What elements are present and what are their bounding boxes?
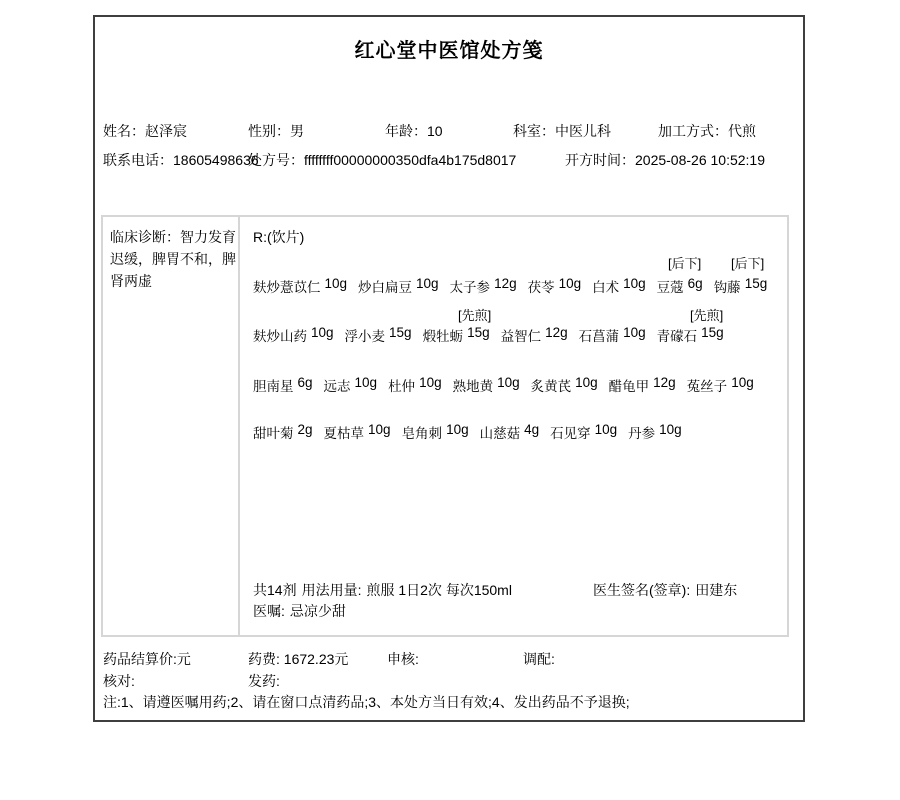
herb-dose: 10g <box>497 375 520 390</box>
herb-item <box>253 422 313 442</box>
herb-dose: 6g <box>687 276 703 291</box>
herb-dose: 10g <box>594 422 618 437</box>
herb-item <box>345 325 412 345</box>
review-field <box>387 649 419 669</box>
herb-name: 杜仲 <box>388 379 416 394</box>
herb-dose: 10g <box>575 375 598 390</box>
advice-value: 忌凉少甜 <box>289 603 346 619</box>
phone-field <box>103 150 259 170</box>
herb-item <box>423 325 490 345</box>
herb-dose: 10g <box>354 375 378 390</box>
herb-dose: 10g <box>623 325 646 340</box>
patient-gender-label: 性别： <box>248 123 290 139</box>
herb-name: 胆南星 <box>253 379 294 394</box>
herb-dose: 15g <box>701 325 724 340</box>
herb-dose: 12g <box>545 325 568 340</box>
herb-item <box>628 422 682 442</box>
herb-item <box>687 375 754 395</box>
herb-name: 豆蔻 <box>656 280 684 295</box>
rx-header: R:(饮片) <box>253 229 305 245</box>
herb-line <box>253 375 754 395</box>
herb-name: 熟地黄 <box>452 379 494 394</box>
herb-line <box>253 422 682 442</box>
diagnosis-cell <box>103 217 240 635</box>
herb-name: 太子参 <box>449 280 491 295</box>
issue-time-label: 开方时间： <box>565 152 635 168</box>
herb-item <box>453 375 520 395</box>
herb-dose: 12g <box>653 375 676 390</box>
herb-dose: 10g <box>731 375 754 390</box>
herb-name: 远志 <box>323 379 351 394</box>
decoction-annotation: [先煎] <box>690 308 724 323</box>
fee-field <box>248 649 348 669</box>
herb-name: 夏枯草 <box>323 426 365 441</box>
dispense-label: 发药: <box>248 673 280 689</box>
herb-name: 茯苓 <box>527 280 555 295</box>
footer-note: 注:1、请遵医嘱用药;2、请在窗口点清药品;3、本处方当日有效;4、发出药品不予退换; <box>103 694 630 710</box>
doctor-signature <box>593 580 737 600</box>
herb-name: 菟丝子 <box>686 379 728 394</box>
herb-dose: 12g <box>494 276 517 291</box>
herb-dose: 10g <box>446 422 469 437</box>
herb-item <box>324 375 378 395</box>
dispense-field <box>248 671 280 691</box>
usage-summary <box>253 580 512 600</box>
herb-dose: 2g <box>297 422 313 437</box>
check-field <box>103 671 135 691</box>
patient-name-value: 赵泽宸 <box>145 123 187 139</box>
processing-method-label: 加工方式： <box>658 123 728 139</box>
herb-name: 皂角刺 <box>401 426 443 441</box>
settlement-price-label: 药品结算价:元 <box>103 651 191 667</box>
phone-label: 联系电话： <box>103 152 173 168</box>
patient-name-label: 姓名： <box>103 123 145 139</box>
herb-item <box>501 325 568 345</box>
processing-method-value: 代煎 <box>728 123 756 139</box>
herb-name: 麸炒薏苡仁 <box>253 280 321 295</box>
fee-label: 药费: <box>248 651 280 667</box>
herb-dose: 10g <box>416 276 439 291</box>
medical-advice <box>253 601 346 621</box>
herb-item <box>531 375 598 395</box>
usage-label: 用法用量: <box>301 582 362 598</box>
page-title: 红心堂中医馆处方笺 <box>354 40 544 62</box>
herb-dose: 10g <box>311 325 334 340</box>
herb-name: 石见穿 <box>550 426 591 441</box>
herb-name: 炙黄芪 <box>530 379 572 394</box>
phone-value: 18605498636 <box>173 152 259 168</box>
herb-dose: 10g <box>419 375 442 390</box>
herb-line <box>253 276 767 296</box>
decoction-annotation: [后下] <box>668 256 702 271</box>
decoction-annotation: [先煎] <box>458 308 492 323</box>
patient-age-value: 10 <box>427 123 443 139</box>
herb-item <box>657 276 703 296</box>
herb-dose: 10g <box>324 276 348 291</box>
decoction-annotation: [后下] <box>731 256 765 271</box>
herb-name: 煅牡蛎 <box>422 329 464 344</box>
herb-item <box>324 422 391 442</box>
rx-number-value: ffffffff00000000350dfa4b175d8017 <box>304 152 517 168</box>
prescription-cell <box>240 217 787 635</box>
herb-dose: 15g <box>467 325 490 340</box>
herb-dose: 10g <box>368 422 391 437</box>
review-label: 申核: <box>387 651 419 667</box>
check-label: 核对: <box>103 673 135 689</box>
patient-gender-value: 男 <box>290 123 304 139</box>
issue-time-field <box>565 150 765 170</box>
herb-name: 丹参 <box>628 426 656 441</box>
total-doses: 共14剂 <box>253 582 297 598</box>
herb-name: 山慈菇 <box>479 426 521 441</box>
patient-department-label: 科室： <box>513 123 555 139</box>
herb-dose: 4g <box>524 422 540 437</box>
processing-method-field <box>658 121 756 141</box>
herb-item <box>657 325 724 345</box>
herb-item <box>253 276 347 296</box>
herb-dose: 10g <box>558 276 582 291</box>
herb-name: 麸炒山药 <box>253 329 307 344</box>
herb-name: 白术 <box>592 280 620 295</box>
patient-department-field <box>513 121 611 141</box>
herb-item <box>450 276 517 296</box>
herb-name: 钩藤 <box>713 280 741 295</box>
herb-name: 醋龟甲 <box>608 379 650 394</box>
herb-name: 青礞石 <box>656 329 698 344</box>
prescription-box <box>101 215 789 637</box>
herb-item <box>528 276 582 296</box>
herb-dose: 15g <box>744 276 768 291</box>
herb-item <box>714 276 768 296</box>
herb-name: 浮小麦 <box>344 329 386 344</box>
advice-label: 医嘱: <box>253 603 285 619</box>
herb-item <box>358 276 439 296</box>
doctor-signature-value: 田建东 <box>695 582 738 598</box>
herb-item <box>402 422 469 442</box>
annotation-row <box>240 253 787 271</box>
patient-name-field <box>103 121 187 141</box>
rx-number-field <box>248 150 516 170</box>
herb-item <box>609 375 676 395</box>
herb-item <box>550 422 617 442</box>
herb-name: 石菖蒲 <box>578 329 620 344</box>
compound-field <box>523 649 555 669</box>
annotation-row <box>240 305 787 323</box>
herb-name: 炒白扁豆 <box>358 280 413 295</box>
herb-item <box>579 325 646 345</box>
rx-number-label: 处方号： <box>248 152 304 168</box>
herb-item <box>253 375 313 395</box>
herb-dose: 6g <box>297 375 313 390</box>
patient-age-field <box>385 121 443 141</box>
herb-item <box>592 276 646 296</box>
fee-value: 1672.23元 <box>283 651 349 667</box>
doctor-signature-label: 医生签名(签章): <box>593 582 691 598</box>
herb-line <box>253 325 724 345</box>
patient-age-label: 年龄： <box>385 123 427 139</box>
herb-name: 益智仁 <box>500 329 542 344</box>
herb-item <box>388 375 442 395</box>
herb-dose: 10g <box>659 422 682 437</box>
compound-label: 调配: <box>523 651 555 667</box>
herb-item <box>480 422 540 442</box>
herb-dose: 15g <box>389 325 412 340</box>
patient-department-value: 中医儿科 <box>555 123 611 139</box>
issue-time-value: 2025-08-26 10:52:19 <box>635 152 765 168</box>
diagnosis-text: 智力发育迟缓，脾胃不和，脾肾两虚 <box>110 229 236 289</box>
herb-name: 甜叶菊 <box>253 426 294 441</box>
settlement-price-field <box>103 649 191 669</box>
diagnosis-label: 临床诊断： <box>110 229 180 245</box>
herb-item <box>253 325 334 345</box>
usage-value: 煎服 1日2次 每次150ml <box>366 582 512 598</box>
patient-gender-field <box>248 121 304 141</box>
herb-dose: 10g <box>623 276 646 291</box>
